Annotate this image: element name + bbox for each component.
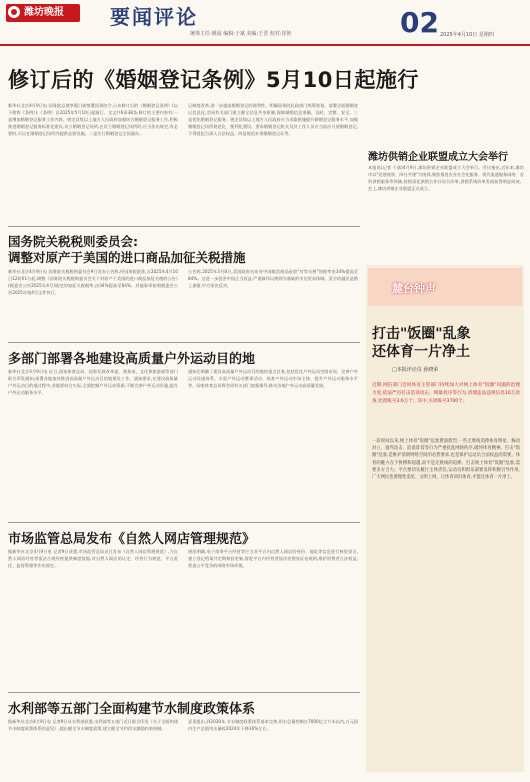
article3-col2: 通知还明确了建设高质量户外运动目的地的重点任务,包括优化户外运动空间布局、完善户外运动设施体系、丰富户外运动赛事活动、培育户外运动市场主体、提升户外运动服务水平等。国家体育总局将会同有关部门加强指导,推动各地户外运动高质量发展。 (188, 369, 358, 388)
article2-col2: 公告称,2025年3月8日,美国政府宣布对中国输美商品征收"对等关税"的税率由34%提高至84%。这进一步侵害中国正当权益,严重破坏以规则为基础的多边贸易体制。美方的做法是错上加错,中方坚决反对。 (188, 269, 358, 288)
article2-headline: 国务院关税税则委员会: (8, 234, 138, 249)
article5-col1: 据新华社北京4月9日电 记者9日从水利部获悉,水利部等五部门近日联合印发《关于全面构建节水制度政策体系的意见》,提出健全节水制度政策,建立健全节约用水激励约束机制。 (8, 719, 178, 731)
opinion-title (372, 325, 471, 361)
page-number: 02 (400, 6, 439, 39)
divider (8, 692, 360, 693)
masthead-rule (0, 44, 530, 46)
article4-col2: 规范明确,电子商务平台经营者应当对平台内自然人网店的身份、地址等信息进行核验登记,建立登记档案并定期核验更新,督促平台内经营者依法亮照亮证亮规则,维护消费者合法权益,营造公平竞争的网络市场环境。 (188, 549, 358, 568)
article1-col1: 新华社北京4月9日电 国务院总理李强日前签署国务院令,公布修订后的《婚姻登记条例》(以下简称《条例》),《条例》自2025年5月10日起施行。全文共6章38条,修订的主要内容有:一是增加婚姻登记服务工作内容。规定县级以上地方人民政府加强结合婚姻登记服务工作,积极推进婚姻登记服务标准化建设,设立婚姻登记场所,在设立婚姻登记场所时,应当作出规定,有必要时,可以在婚姻登记场所内提供必要设施。二是实行婚姻登记全国通办。 (8, 103, 178, 136)
opinion-title-line1: 打击"饭圈"乱象 (372, 326, 471, 342)
opinion-byline: □本报评论员 孙晓荣 (392, 367, 439, 373)
article5-headline: 水利部等五部门全面构建节水制度政策体系 (8, 702, 256, 717)
right-article-headline: 潍坊供销企业联盟成立大会举行 (368, 152, 508, 163)
opinion-column-name: 麓台钟声 (392, 282, 436, 295)
logo-mark-icon (8, 6, 20, 18)
opinion-lead: 近期,网信部门会同体育主管部门持续加大对网上体育"饭圈"问题的治理力度,依法严厉打击造谣攻击、网暴扰序等行为,清理违法违规信息10万余条,处置账号3.6万个。其中,关闭账号3700个。 (372, 383, 520, 404)
right-article-body: 本报讯(记者 于斌)4月9日,潍坊供销企业联盟成立大会举行。会议指出,近年来,潍坊市以"党建统领、四社共建"为统领,聚焦推进农业社会化服务、现代流通服务网络、农资供销服务等领域,持续深化供销合作社综合改革,供销系统改革发展取得明显成效。会上,潍坊供销企业联盟正式成立。 (368, 165, 524, 191)
article5-col2: 意见提出,到2030年,节水制度政策体系基本完善,用水总量控制在7000亿立方米以内,万元国内生产总值用水量较2024年下降16%左右。 (188, 719, 358, 731)
article4-headline: 市场监管总局发布《自然人网店管理规范》 (8, 532, 256, 547)
article2-col1: 新华社北京4月9日电 国务院关税税则委员会9日发布公告称,经国务院批准,自2025年4月10日12时01分起,调整《国务院关税税则委员会关于对原产于美国的进口商品加征关税的公告》(税委会公告2025年4号)规定的加征关税税率,由34%提高至84%。其他事项按照税委会公告2025年第4号文件执行。 (8, 269, 178, 295)
opinion-title-line2: 还体育一片净土 (372, 344, 470, 360)
divider (8, 226, 360, 227)
divider (8, 342, 360, 343)
opinion-body: 一段时间以来,网上体育"饭圈"乱象愈演愈烈,一些无底线追捧体育明星、煽动对立、谩骂攻击、造谣诽谤等行为严重扰乱网络秩序,破坏体育精神。打击"饭圈"乱象,是维护清朗网络空间的必然要求,也是保护运动员合法权益的需要。体育的魅力在于拼搏和超越,而不是无底线的追捧。打击网上体育"饭圈"乱象,需要多方合力。平台要切实履行主体责任,运动员和俱乐部要发挥积极引导作用,广大网民也要理性追星、文明上网。让体育回归体育,才能还体育一片净土。 (372, 439, 520, 481)
section-title: 要闻评论 (110, 5, 198, 29)
divider (8, 522, 360, 523)
article4-col1: 据新华社北京4月9日电 记者9日获悉,市场监管总局近日发布《自然人网店管理规范》,为自然人网店经营者依法合规经营提供制度依据,对自然人网店的认定、经营行为规范、平台责任、监督管理等作出规定。 (8, 549, 178, 568)
article3-headline: 多部门部署各地建设高质量户外运动目的地 (8, 352, 256, 367)
article2-subheadline: 调整对原产于美国的进口商品加征关税措施 (8, 250, 246, 265)
editor-credits: 统筹主任:姚晨 编辑:于斌 美编:王晋 校对:崔艳 (190, 31, 292, 37)
article3-col1: 新华社北京4月9日电 近日,国家体育总局、国家发展改革委、商务部、文化和旅游部等部门联合印发通知,部署各地加快推进高质量户外运动目的地建设工作。通知要求,在建设高质量户外运动目的地过程中,各地要结合实际,全面挖掘户外运动资源,不断完善户外运动设施,提升户外运动服务水平。 (8, 369, 178, 395)
article1-col2: 记制度改革,进一步提高婚姻登记的便利性。明确国务院民政部门统筹规划、部署全面婚姻登记信息化,会同有关部门建立健全信息共享机制,保障婚姻信息准确、及时、完整、安全。三是优化婚姻登记服务。规定县级以上地方人民政府应当采取措施提升婚姻登记服务水平,加强婚姻登记场所规范化、便利化建设。要求婚姻登记机关及其工作人员应当依法开展婚姻登记,不得侵犯当事人合法权益。四是规范补领婚姻登记证等。 (188, 103, 358, 136)
newspaper-logo: 潍坊晚报 (6, 4, 80, 22)
issue-date: 2025年4月10日 星期四 (440, 32, 494, 38)
article1-headline: 修订后的《婚姻登记条例》5月10日起施行 (8, 68, 419, 92)
